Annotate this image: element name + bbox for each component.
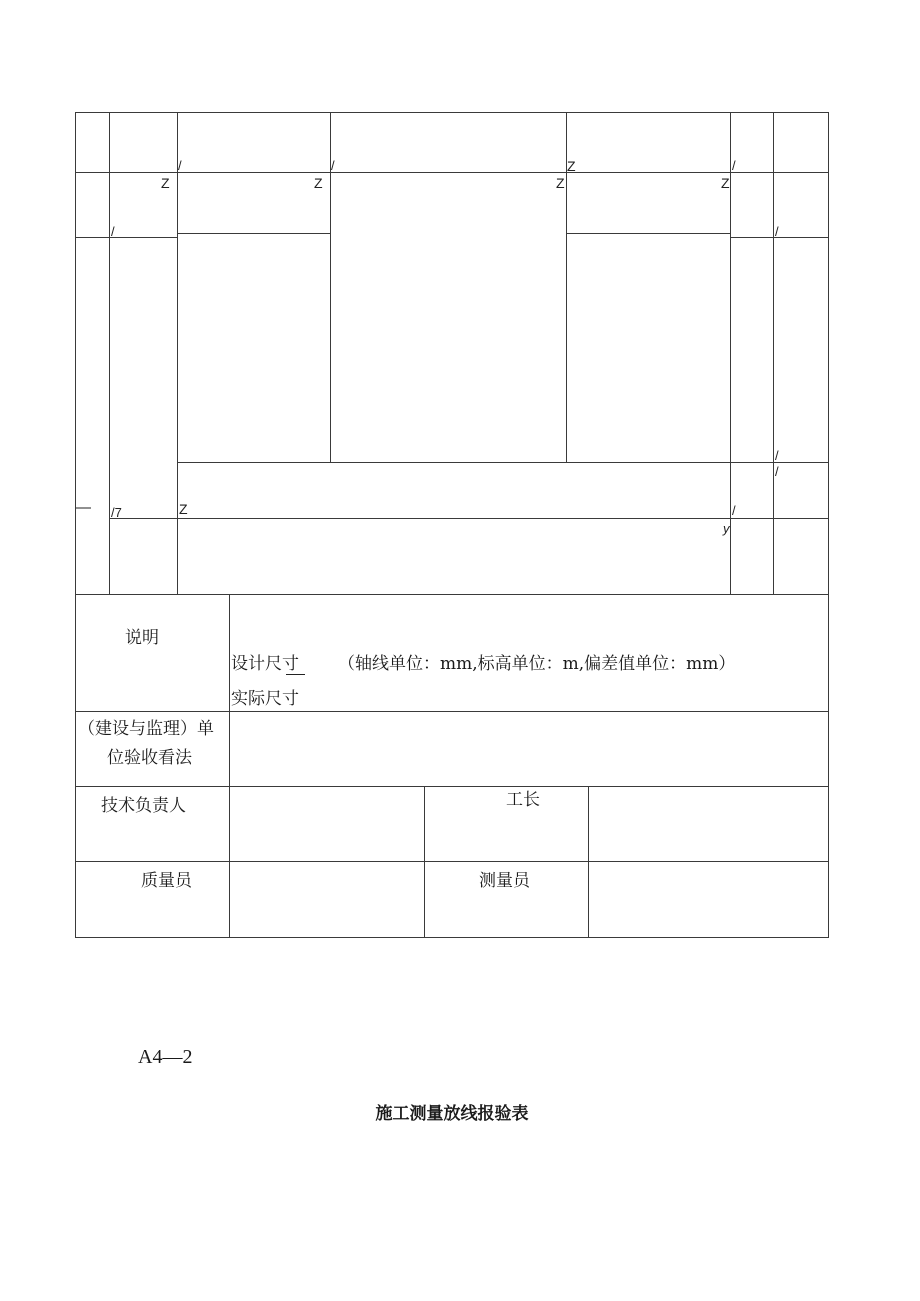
sketch-mark: Z <box>161 175 170 191</box>
sketch-mark: / <box>775 464 779 479</box>
sketch-mark: / <box>178 158 182 173</box>
grid-line <box>75 786 829 787</box>
grid-line <box>588 786 589 937</box>
grid-line <box>75 594 829 595</box>
grid-line <box>75 112 829 113</box>
grid-line <box>75 861 829 862</box>
grid-line <box>730 112 731 594</box>
units-note: （轴线单位：mm,标高单位：m,偏差值单位：mm） <box>338 654 736 674</box>
sketch-mark: Z <box>314 175 323 191</box>
opinion-field[interactable] <box>231 713 827 785</box>
grid-line <box>828 112 829 938</box>
grid-line <box>75 237 177 238</box>
form-code: A4—2 <box>138 1046 193 1068</box>
grid-line <box>75 172 829 173</box>
underline <box>286 674 305 675</box>
grid-line <box>566 233 730 234</box>
grid-line <box>75 937 829 938</box>
sketch-mark: / <box>331 158 335 173</box>
sketch-mark: / <box>775 224 779 239</box>
surveyor-label: 测量员 <box>479 871 530 891</box>
grid-line <box>75 711 829 712</box>
sketch-mark: — <box>76 499 91 516</box>
sketch-mark: Z <box>721 175 730 191</box>
sketch-mark: / <box>775 448 779 463</box>
grid-line <box>424 786 425 937</box>
sketch-mark: / <box>111 224 115 239</box>
design-size-label: 设计尺寸 <box>231 654 299 674</box>
grid-line <box>177 112 178 594</box>
foreman-label: 工长 <box>506 790 540 810</box>
sketch-mark: Z <box>179 501 188 517</box>
opinion-label-line1: （建设与监理）单 <box>78 719 214 739</box>
actual-size-label: 实际尺寸 <box>231 689 299 709</box>
sketch-mark: /7 <box>111 505 122 520</box>
grid-line <box>109 112 110 594</box>
note-label: 说明 <box>125 628 159 648</box>
quality-field[interactable] <box>231 863 423 936</box>
sketch-mark: y <box>723 521 730 536</box>
grid-line <box>773 112 774 594</box>
tech-lead-field[interactable] <box>231 788 423 860</box>
sketch-mark: Z <box>567 158 576 174</box>
opinion-label-line2: 位验收看法 <box>107 748 192 768</box>
grid-line <box>109 518 829 519</box>
tech-lead-label: 技术负责人 <box>101 796 186 816</box>
grid-line <box>75 112 76 938</box>
sketch-mark: / <box>732 503 736 518</box>
grid-line <box>177 462 829 463</box>
grid-line <box>730 237 829 238</box>
grid-line <box>177 233 330 234</box>
sketch-mark: / <box>732 158 736 173</box>
sketch-mark: Z <box>556 175 565 191</box>
surveyor-field[interactable] <box>590 863 827 936</box>
quality-label: 质量员 <box>141 871 192 891</box>
grid-line <box>229 594 230 937</box>
foreman-field[interactable] <box>590 788 827 860</box>
form-title: 施工测量放线报验表 <box>375 1104 529 1124</box>
